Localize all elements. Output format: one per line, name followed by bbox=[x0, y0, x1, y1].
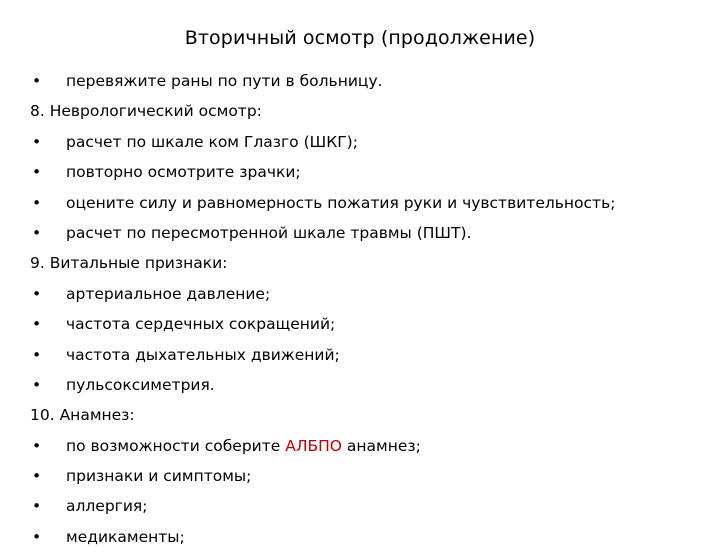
bullet-text: артериальное давление; bbox=[66, 284, 271, 303]
bullet-text: расчет по шкале ком Глазго (ШКГ); bbox=[66, 132, 358, 151]
bullet-text: оцените силу и равномерность пожатия руки и чувствительность; bbox=[66, 193, 616, 212]
bullet-text: повторно осмотрите зрачки; bbox=[66, 163, 301, 182]
section-heading bbox=[30, 96, 710, 126]
bullet-text: признаки и симптомы; bbox=[66, 467, 252, 486]
highlighted-term: АЛБПО bbox=[285, 436, 342, 455]
bullet-dot: • bbox=[32, 345, 42, 364]
bullet-dot: • bbox=[32, 72, 42, 90]
bullet-dot: • bbox=[32, 163, 42, 182]
bullet-item bbox=[30, 188, 710, 218]
bullet-item bbox=[30, 279, 710, 309]
bullet-item bbox=[30, 491, 710, 521]
bullet-text: расчет по пересмотренной шкале травмы (ПШТ). bbox=[66, 223, 472, 242]
bullet-text: пульсоксиметрия. bbox=[66, 375, 215, 394]
bullet-item bbox=[30, 340, 710, 370]
slide-content bbox=[30, 66, 710, 552]
bullet-dot: • bbox=[32, 497, 42, 516]
bullet-item bbox=[30, 431, 710, 461]
bullet-dot: • bbox=[32, 436, 42, 455]
bullet-dot: • bbox=[32, 193, 42, 212]
section-heading-text: 8. Неврологический осмотр: bbox=[30, 102, 262, 121]
bullet-dot: • bbox=[32, 375, 42, 394]
slide-title: Вторичный осмотр (продолжение) bbox=[184, 27, 536, 49]
bullet-item bbox=[30, 66, 710, 96]
bullet-dot: • bbox=[32, 284, 42, 303]
bullet-item bbox=[30, 522, 710, 552]
bullet-text: аллергия; bbox=[66, 497, 148, 516]
section-heading-text: 10. Анамнез: bbox=[30, 406, 135, 425]
bullet-text-start: по возможности соберите bbox=[66, 436, 286, 455]
section-heading bbox=[30, 400, 710, 430]
bullet-dot: • bbox=[32, 315, 42, 334]
bullet-text: медикаменты; bbox=[66, 527, 185, 546]
bullet-text bbox=[66, 431, 421, 461]
bullet-dot: • bbox=[32, 223, 42, 242]
bullet-item bbox=[30, 370, 710, 400]
bullet-dot: • bbox=[32, 132, 42, 151]
bullet-dot: • bbox=[32, 527, 42, 546]
bullet-text-end: анамнез; bbox=[341, 436, 421, 455]
bullet-text: перевяжите раны по пути в больницу. bbox=[66, 72, 383, 90]
bullet-item bbox=[30, 127, 710, 157]
section-heading-text: 9. Витальные признаки: bbox=[30, 254, 228, 273]
bullet-item bbox=[30, 157, 710, 187]
bullet-item bbox=[30, 309, 710, 339]
bullet-item bbox=[30, 218, 710, 248]
bullet-text: частота дыхательных движений; bbox=[66, 345, 340, 364]
bullet-dot: • bbox=[32, 467, 42, 486]
section-heading bbox=[30, 248, 710, 278]
bullet-item bbox=[30, 461, 710, 491]
bullet-text: частота сердечных сокращений; bbox=[66, 315, 336, 334]
